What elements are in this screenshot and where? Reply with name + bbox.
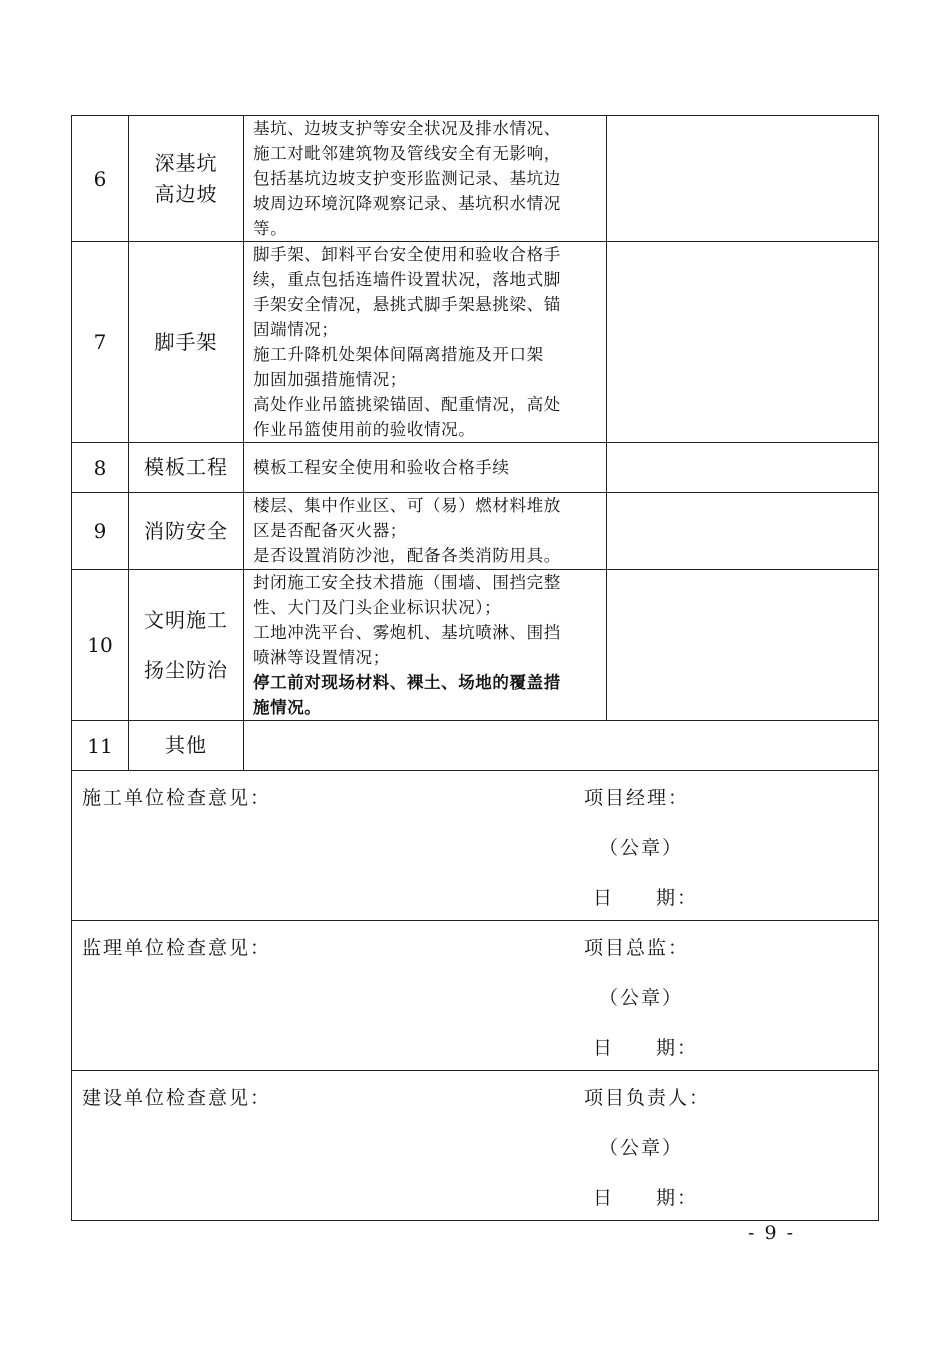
row-number: 9 [72, 493, 129, 570]
check-content [244, 443, 607, 493]
check-content [244, 242, 607, 443]
signer-role: 项目经理： [584, 787, 690, 809]
content-line: 固端情况； [253, 320, 339, 339]
table-row [72, 570, 879, 721]
content-line: 施工升降机处架体间隔离措施及开口架 [253, 345, 544, 364]
signature-cell[interactable] [72, 1071, 879, 1221]
date-label: 日 期： [593, 1187, 699, 1209]
opinion-label: 监理单位检查意见： [82, 937, 272, 959]
signer-role: 项目总监： [584, 937, 690, 959]
signature-row-owner [72, 1071, 879, 1221]
table-row [72, 242, 879, 443]
row-number: 10 [72, 570, 129, 721]
check-item-line: 深基坑 [154, 150, 218, 175]
other-content-cell[interactable] [244, 721, 879, 771]
check-item [129, 242, 244, 443]
content-line: 区是否配备灭火器； [253, 521, 407, 540]
check-item-line: 高边坡 [154, 181, 218, 206]
opinion-label: 施工单位检查意见： [82, 787, 272, 809]
row-number: 11 [72, 721, 129, 771]
result-cell[interactable] [607, 443, 879, 493]
content-line: 续，重点包括连墙件设置状况，落地式脚 [253, 270, 561, 289]
check-item-line: 模板工程 [144, 455, 228, 479]
result-cell[interactable] [607, 493, 879, 570]
row-number: 8 [72, 443, 129, 493]
content-line: 喷淋等设置情况； [253, 648, 390, 667]
seal-label: （公章） [599, 837, 684, 859]
signature-cell[interactable] [72, 921, 879, 1071]
content-line: 包括基坑边坡支护变形监测记录、基坑边 [253, 169, 561, 188]
check-item-line: 扬尘防治 [144, 658, 228, 682]
date-label: 日 期： [593, 887, 699, 909]
check-item [129, 570, 244, 721]
page-number: - 9 - [748, 1222, 796, 1244]
signature-row-construction [72, 771, 879, 921]
result-cell[interactable] [607, 570, 879, 721]
content-line: 坡周边环境沉降观察记录、基坑积水情况 [253, 194, 561, 213]
content-line: 楼层、集中作业区、可（易）燃材料堆放 [253, 496, 561, 515]
check-content [244, 493, 607, 570]
content-line: 性、大门及门头企业标识状况）； [253, 598, 502, 617]
content-line: 施工对毗邻建筑物及管线安全有无影响， [253, 144, 561, 163]
inspection-table-page [71, 115, 879, 1221]
table-row [72, 116, 879, 242]
content-line: 等。 [253, 219, 288, 238]
signature-row-supervision [72, 921, 879, 1071]
content-line: 基坑、边坡支护等安全状况及排水情况、 [253, 119, 561, 138]
content-line: 手架安全情况，悬挑式脚手架悬挑梁、锚 [253, 295, 561, 314]
check-item-line: 脚手架 [154, 329, 218, 354]
check-content [244, 570, 607, 721]
row-number: 6 [72, 116, 129, 242]
content-line: 模板工程安全使用和验收合格手续 [253, 458, 510, 477]
table-row [72, 443, 879, 493]
content-line: 加固加强措施情况； [253, 370, 407, 389]
content-line: 工地冲洗平台、雾炮机、基坑喷淋、围挡 [253, 623, 561, 642]
check-item-line: 消防安全 [144, 518, 228, 543]
inspection-table [71, 115, 879, 1221]
check-item [129, 443, 244, 493]
date-label: 日 期： [593, 1037, 699, 1059]
check-item [129, 493, 244, 570]
check-item: 其他 [129, 721, 244, 771]
check-item [129, 116, 244, 242]
table-row [72, 493, 879, 570]
seal-label: （公章） [599, 1137, 684, 1159]
content-line: 作业吊篮使用前的验收情况。 [253, 420, 476, 439]
signature-cell[interactable] [72, 771, 879, 921]
content-line: 脚手架、卸料平台安全使用和验收合格手 [253, 245, 561, 264]
table-row [72, 721, 879, 771]
opinion-label: 建设单位检查意见： [82, 1087, 272, 1109]
check-item-line: 文明施工 [144, 608, 228, 632]
content-line: 施情况。 [253, 698, 322, 717]
content-line: 封闭施工安全技术措施（围墙、围挡完整 [253, 573, 561, 592]
check-content [244, 116, 607, 242]
result-cell[interactable] [607, 242, 879, 443]
seal-label: （公章） [599, 987, 684, 1009]
content-line: 停工前对现场材料、裸土、场地的覆盖措 [253, 673, 561, 692]
signer-role: 项目负责人： [584, 1087, 711, 1109]
content-line: 是否设置消防沙池，配备各类消防用具。 [253, 546, 561, 565]
content-line: 高处作业吊篮挑梁锚固、配重情况，高处 [253, 395, 561, 414]
result-cell[interactable] [607, 116, 879, 242]
row-number: 7 [72, 242, 129, 443]
